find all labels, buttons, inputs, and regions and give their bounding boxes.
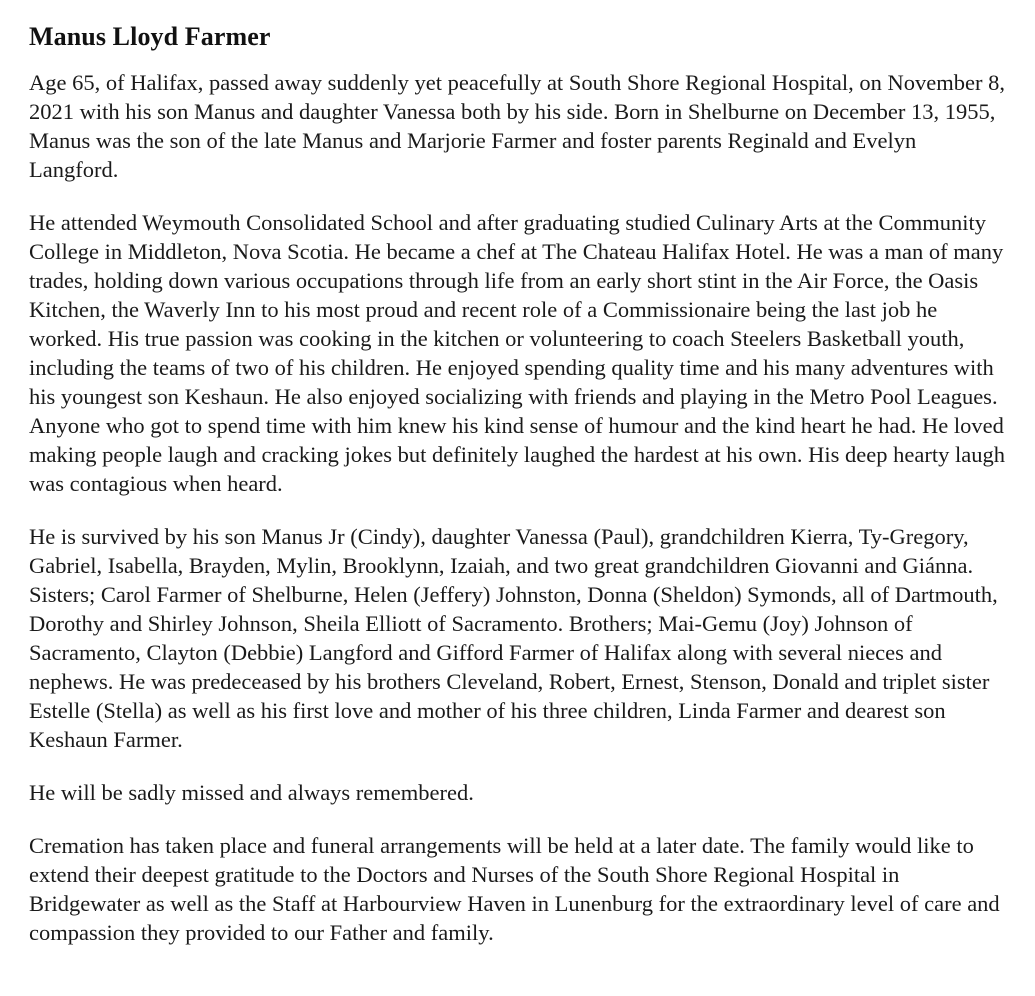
obituary-paragraph-arrangements: Cremation has taken place and funeral arrangements will be held at a later date. The family would like to extend their deepest gratitude to the Doctors and Nurses of the South Shore Regional Hospital in Bridgewater as well as the Staff at Harbourview Haven in Lunenburg for the extraordinary level of care and compassion they provided to our Father and family. <box>29 833 1000 945</box>
obituary-paragraph-survivors: He is survived by his son Manus Jr (Cindy), daughter Vanessa (Paul), grandchildren Kierra, Ty-Gregory, Gabriel, Isabella, Brayden, Mylin, Brooklynn, Izaiah, and two great grandchildren Giovanni and Giánna. Sisters; Carol Farmer of Shelburne, Helen (Jeffery) Johnston, Donna (Sheldon) Symonds, all of Dartmouth, Dorothy and Shirley Johnson, Sheila Elliott of Sacramento. Brothers; Mai-Gemu (Joy) Johnson of Sacramento, Clayton (Debbie) Langford and Gifford Farmer of Halifax along with several nieces and nephews. He was predeceased by his brothers Cleveland, Robert, Ernest, Stenson, Donald and triplet sister Estelle (Stella) as well as his first love and mother of his three children, Linda Farmer and dearest son Keshaun Farmer. <box>29 524 998 752</box>
obituary-paragraph-life: He attended Weymouth Consolidated School and after graduating studied Culinary Arts at the Community College in Middleton, Nova Scotia. He became a chef at The Chateau Halifax Hotel. He was a man of many trades, holding down various occupations through life from an early short stint in the Air Force, the Oasis Kitchen, the Waverly Inn to his most proud and recent role of a Commissionaire being the last job he worked. His true passion was cooking in the kitchen or volunteering to coach Steelers Basketball youth, including the teams of two of his children. He enjoyed spending quality time and his many adventures with his youngest son Keshaun. He also enjoyed socializing with friends and playing in the Metro Pool Leagues. Anyone who got to spend time with him knew his kind sense of humour and the kind heart he had. He loved making people laugh and cracking jokes but definitely laughed the hardest at his own. His deep hearty laugh was contagious when heard. <box>29 210 1005 496</box>
obituary-paragraph-intro: Age 65, of Halifax, passed away suddenly yet peacefully at South Shore Regional Hospital, on November 8, 2021 with his son Manus and daughter Vanessa both by his side. Born in Shelburne on December 13, 1955, Manus was the son of the late Manus and Marjorie Farmer and foster parents Reginald and Evelyn Langford. <box>29 70 1006 182</box>
obituary-paragraph-remembrance: He will be sadly missed and always remembered. <box>29 780 474 805</box>
obituary-title: Manus Lloyd Farmer <box>29 22 271 51</box>
